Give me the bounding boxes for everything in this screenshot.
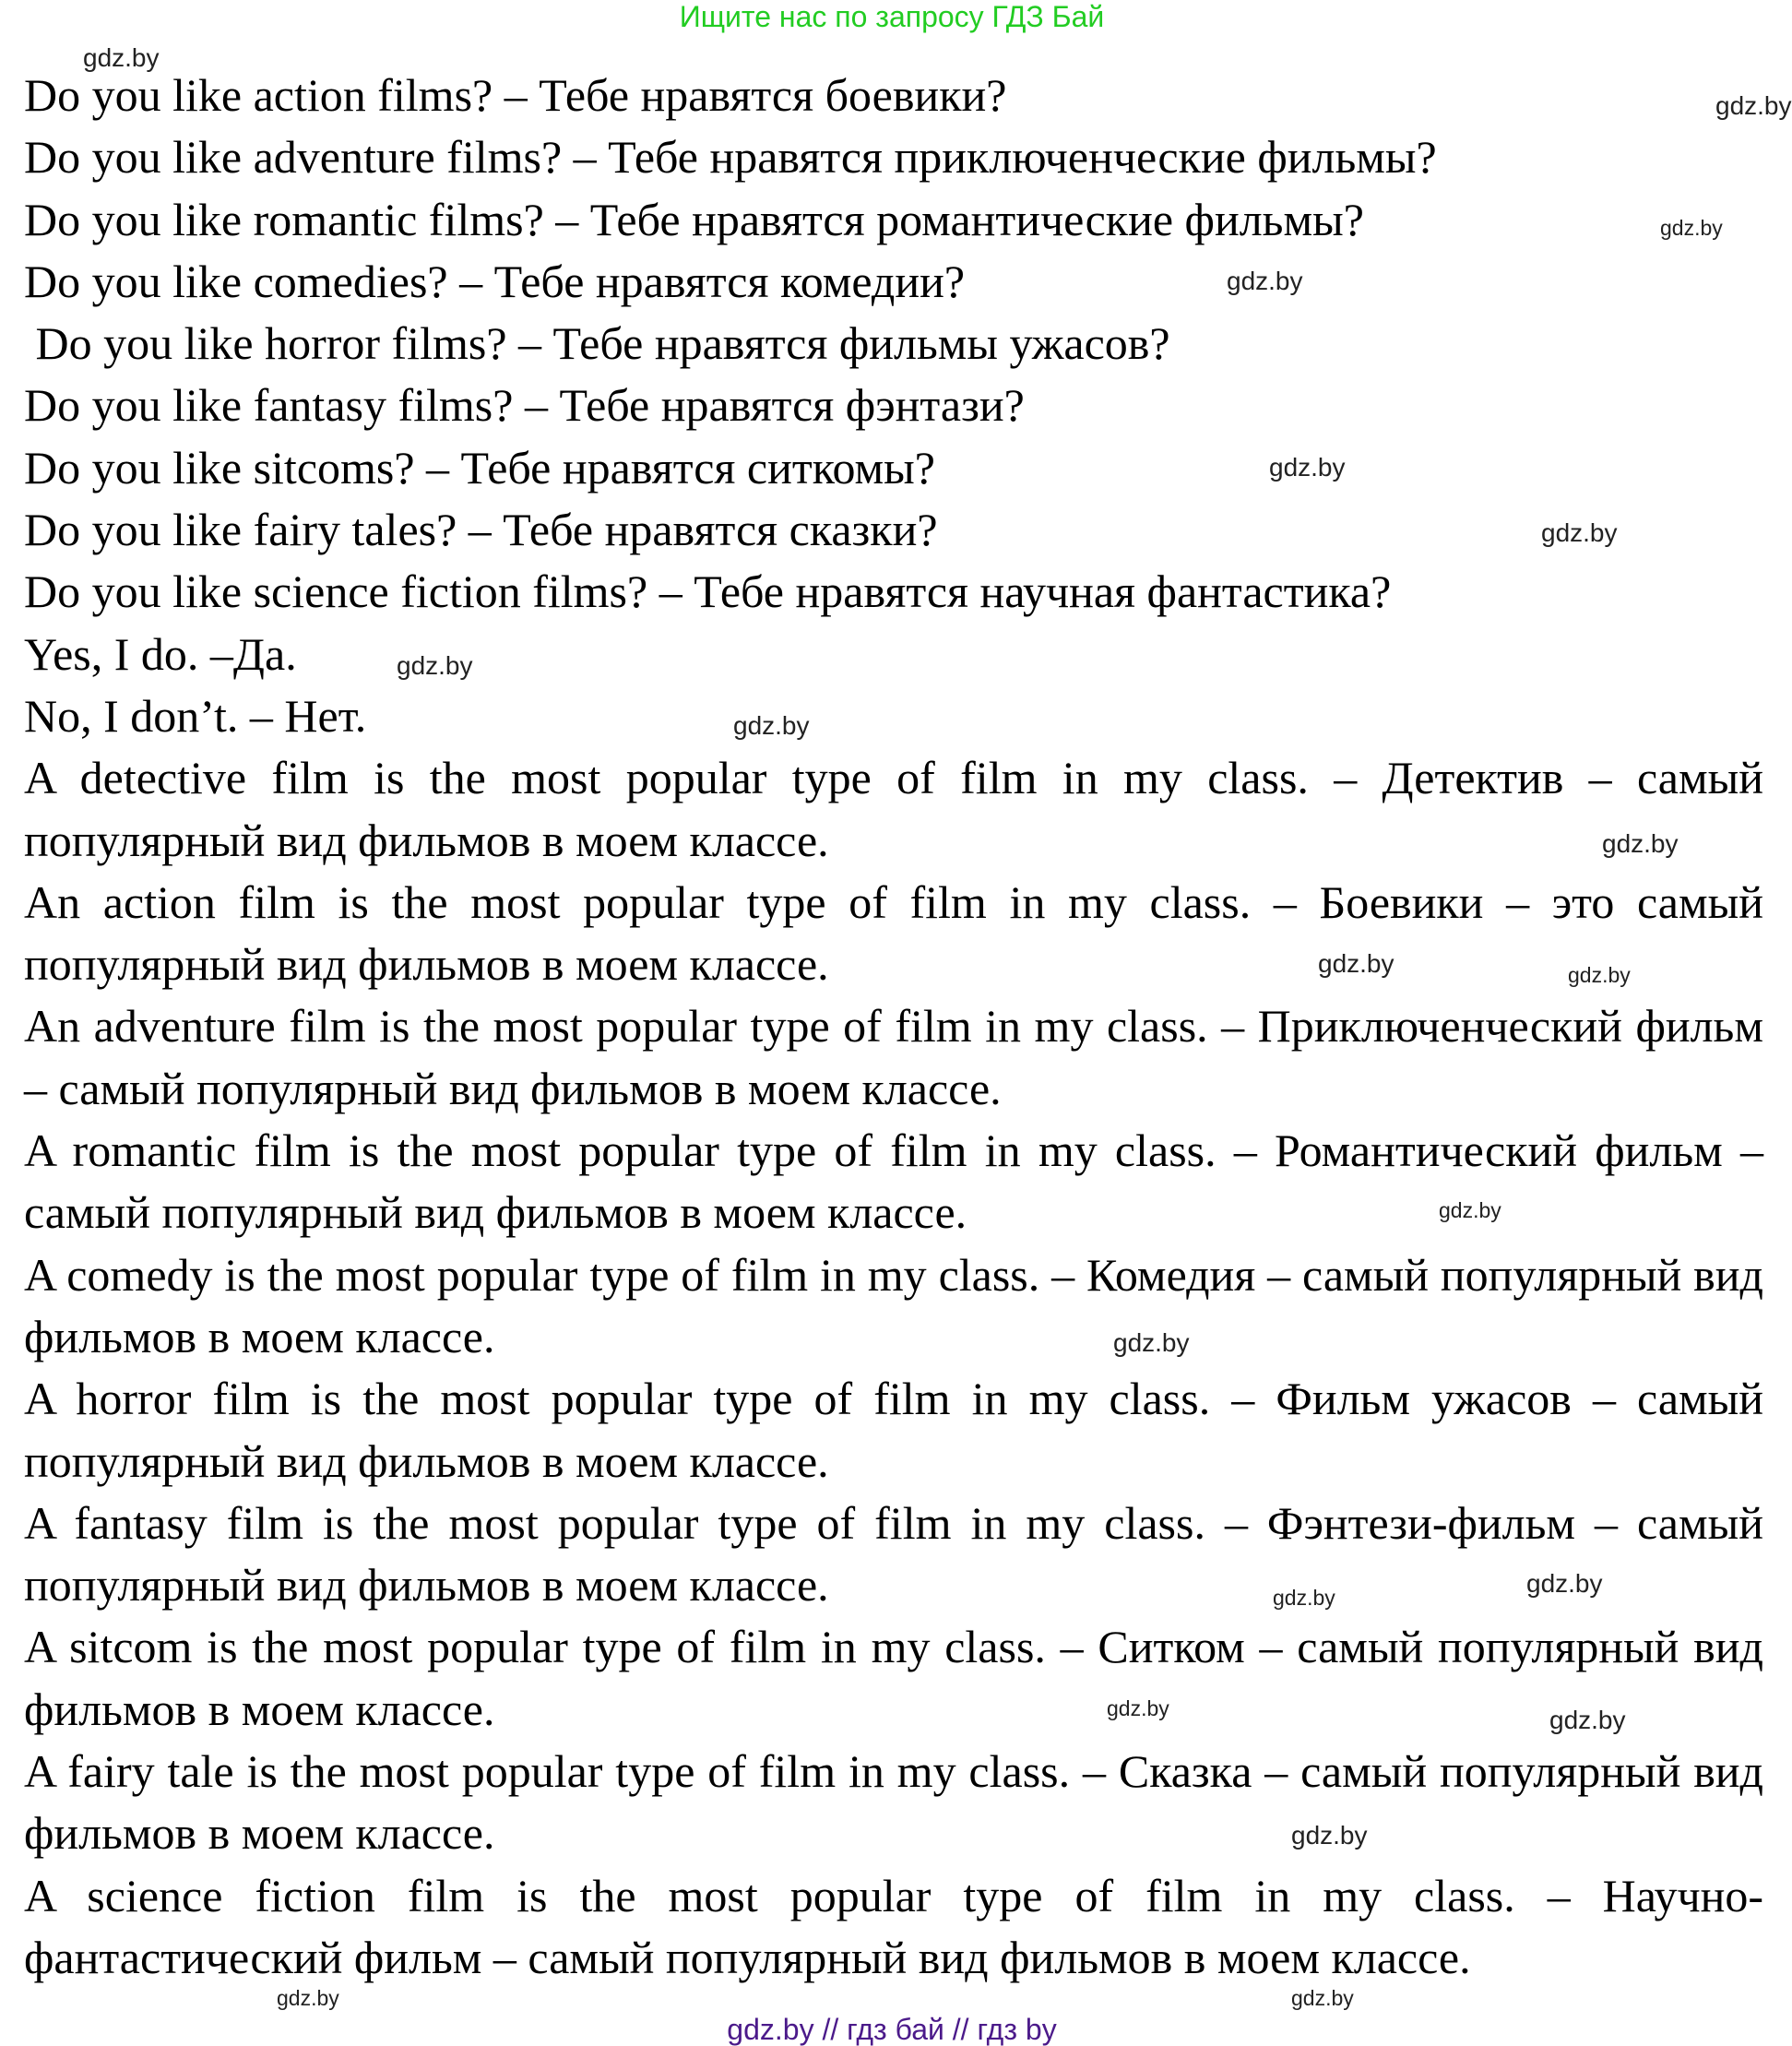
paragraph: A romantic film is the most popular type of film in my class. – Романтический фильм – самый популярный вид фильмов в моем классе. <box>24 1124 1775 1239</box>
line: Do you like adventure films? – Тебе нравятся приключенческие фильмы? <box>24 131 1437 184</box>
answer-text <box>24 65 1775 1989</box>
line: Yes, I do. –Да. <box>24 627 297 680</box>
watermark: gdz.by <box>1660 216 1723 240</box>
watermark: gdz.by <box>1227 267 1303 295</box>
line: Do you like comedies? – Тебе нравятся комедии? <box>24 255 966 307</box>
watermark: gdz.by <box>1291 1986 1354 2010</box>
search-hint-banner: Ищите нас по запросу ГДЗ Бай <box>679 0 1105 33</box>
watermark: gdz.by <box>1318 949 1394 978</box>
paragraph: A horror film is the most popular type of film in my class. – Фильм ужасов – самый популярный вид фильмов в моем классе. <box>24 1373 1775 1487</box>
footer-links: gdz.by // гдз бай // гдз by <box>727 2013 1057 2046</box>
paragraph: An adventure film is the most popular type of film in my class. – Приключенческий фильм – самый популярный вид фильмов в моем классе. <box>24 1000 1775 1114</box>
paragraph: A detective film is the most popular type of film in my class. – Детектив – самый популярный вид фильмов в моем классе. <box>24 752 1775 866</box>
watermark: gdz.by <box>1291 1821 1368 1850</box>
watermark: gdz.by <box>1715 91 1792 120</box>
line: Do you like science fiction films? – Тебе нравятся научная фантастика? <box>24 565 1392 618</box>
watermark: gdz.by <box>1439 1198 1501 1222</box>
watermark: gdz.by <box>1602 829 1679 858</box>
watermark: gdz.by <box>1107 1696 1169 1720</box>
line: Do you like romantic films? – Тебе нравятся романтические фильмы? <box>24 193 1364 245</box>
watermark: gdz.by <box>1568 963 1631 987</box>
watermark: gdz.by <box>397 651 473 680</box>
paragraph: A fairy tale is the most popular type of film in my class. – Сказка – самый популярный вид фильмов в моем классе. <box>24 1745 1775 1860</box>
paragraph: A fantasy film is the most popular type of film in my class. – Фэнтези-фильм – самый популярный вид фильмов в моем классе. <box>24 1496 1775 1612</box>
watermark: gdz.by <box>733 711 810 740</box>
watermark: gdz.by <box>1549 1706 1626 1734</box>
watermark: gdz.by <box>277 1986 339 2010</box>
line: Do you like horror films? – Тебе нравятся фильмы ужасов? <box>24 317 1170 370</box>
watermark: gdz.by <box>1526 1569 1603 1598</box>
watermark: gdz.by <box>1541 518 1618 547</box>
paragraph: A science fiction film is the most popular type of film in my class. – Научно-фантастический фильм – самый популярный вид фильмов в моем классе. <box>24 1869 1763 1983</box>
paragraph: An action film is the most popular type of film in my class. – Боевики – это самый популярный вид фильмов в моем классе. <box>24 875 1775 991</box>
watermark: gdz.by <box>83 43 160 72</box>
line: Do you like fairy tales? – Тебе нравятся сказки? <box>24 504 938 556</box>
line: Do you like fantasy films? – Тебе нравятся фэнтази? <box>24 379 1025 432</box>
line: Do you like action films? – Тебе нравятся боевики? <box>24 69 1007 121</box>
line: No, I don’t. – Нет. <box>24 689 367 742</box>
paragraph: A comedy is the most popular type of film in my class. – Комедия – самый популярный вид фильмов в моем классе. <box>24 1248 1775 1362</box>
watermark: gdz.by <box>1113 1328 1190 1357</box>
line: Do you like sitcoms? – Тебе нравятся ситкомы? <box>24 441 935 494</box>
watermark: gdz.by <box>1273 1586 1335 1610</box>
paragraph: A sitcom is the most popular type of film in my class. – Ситком – самый популярный вид фильмов в моем классе. <box>24 1621 1775 1735</box>
watermark: gdz.by <box>1269 453 1346 482</box>
